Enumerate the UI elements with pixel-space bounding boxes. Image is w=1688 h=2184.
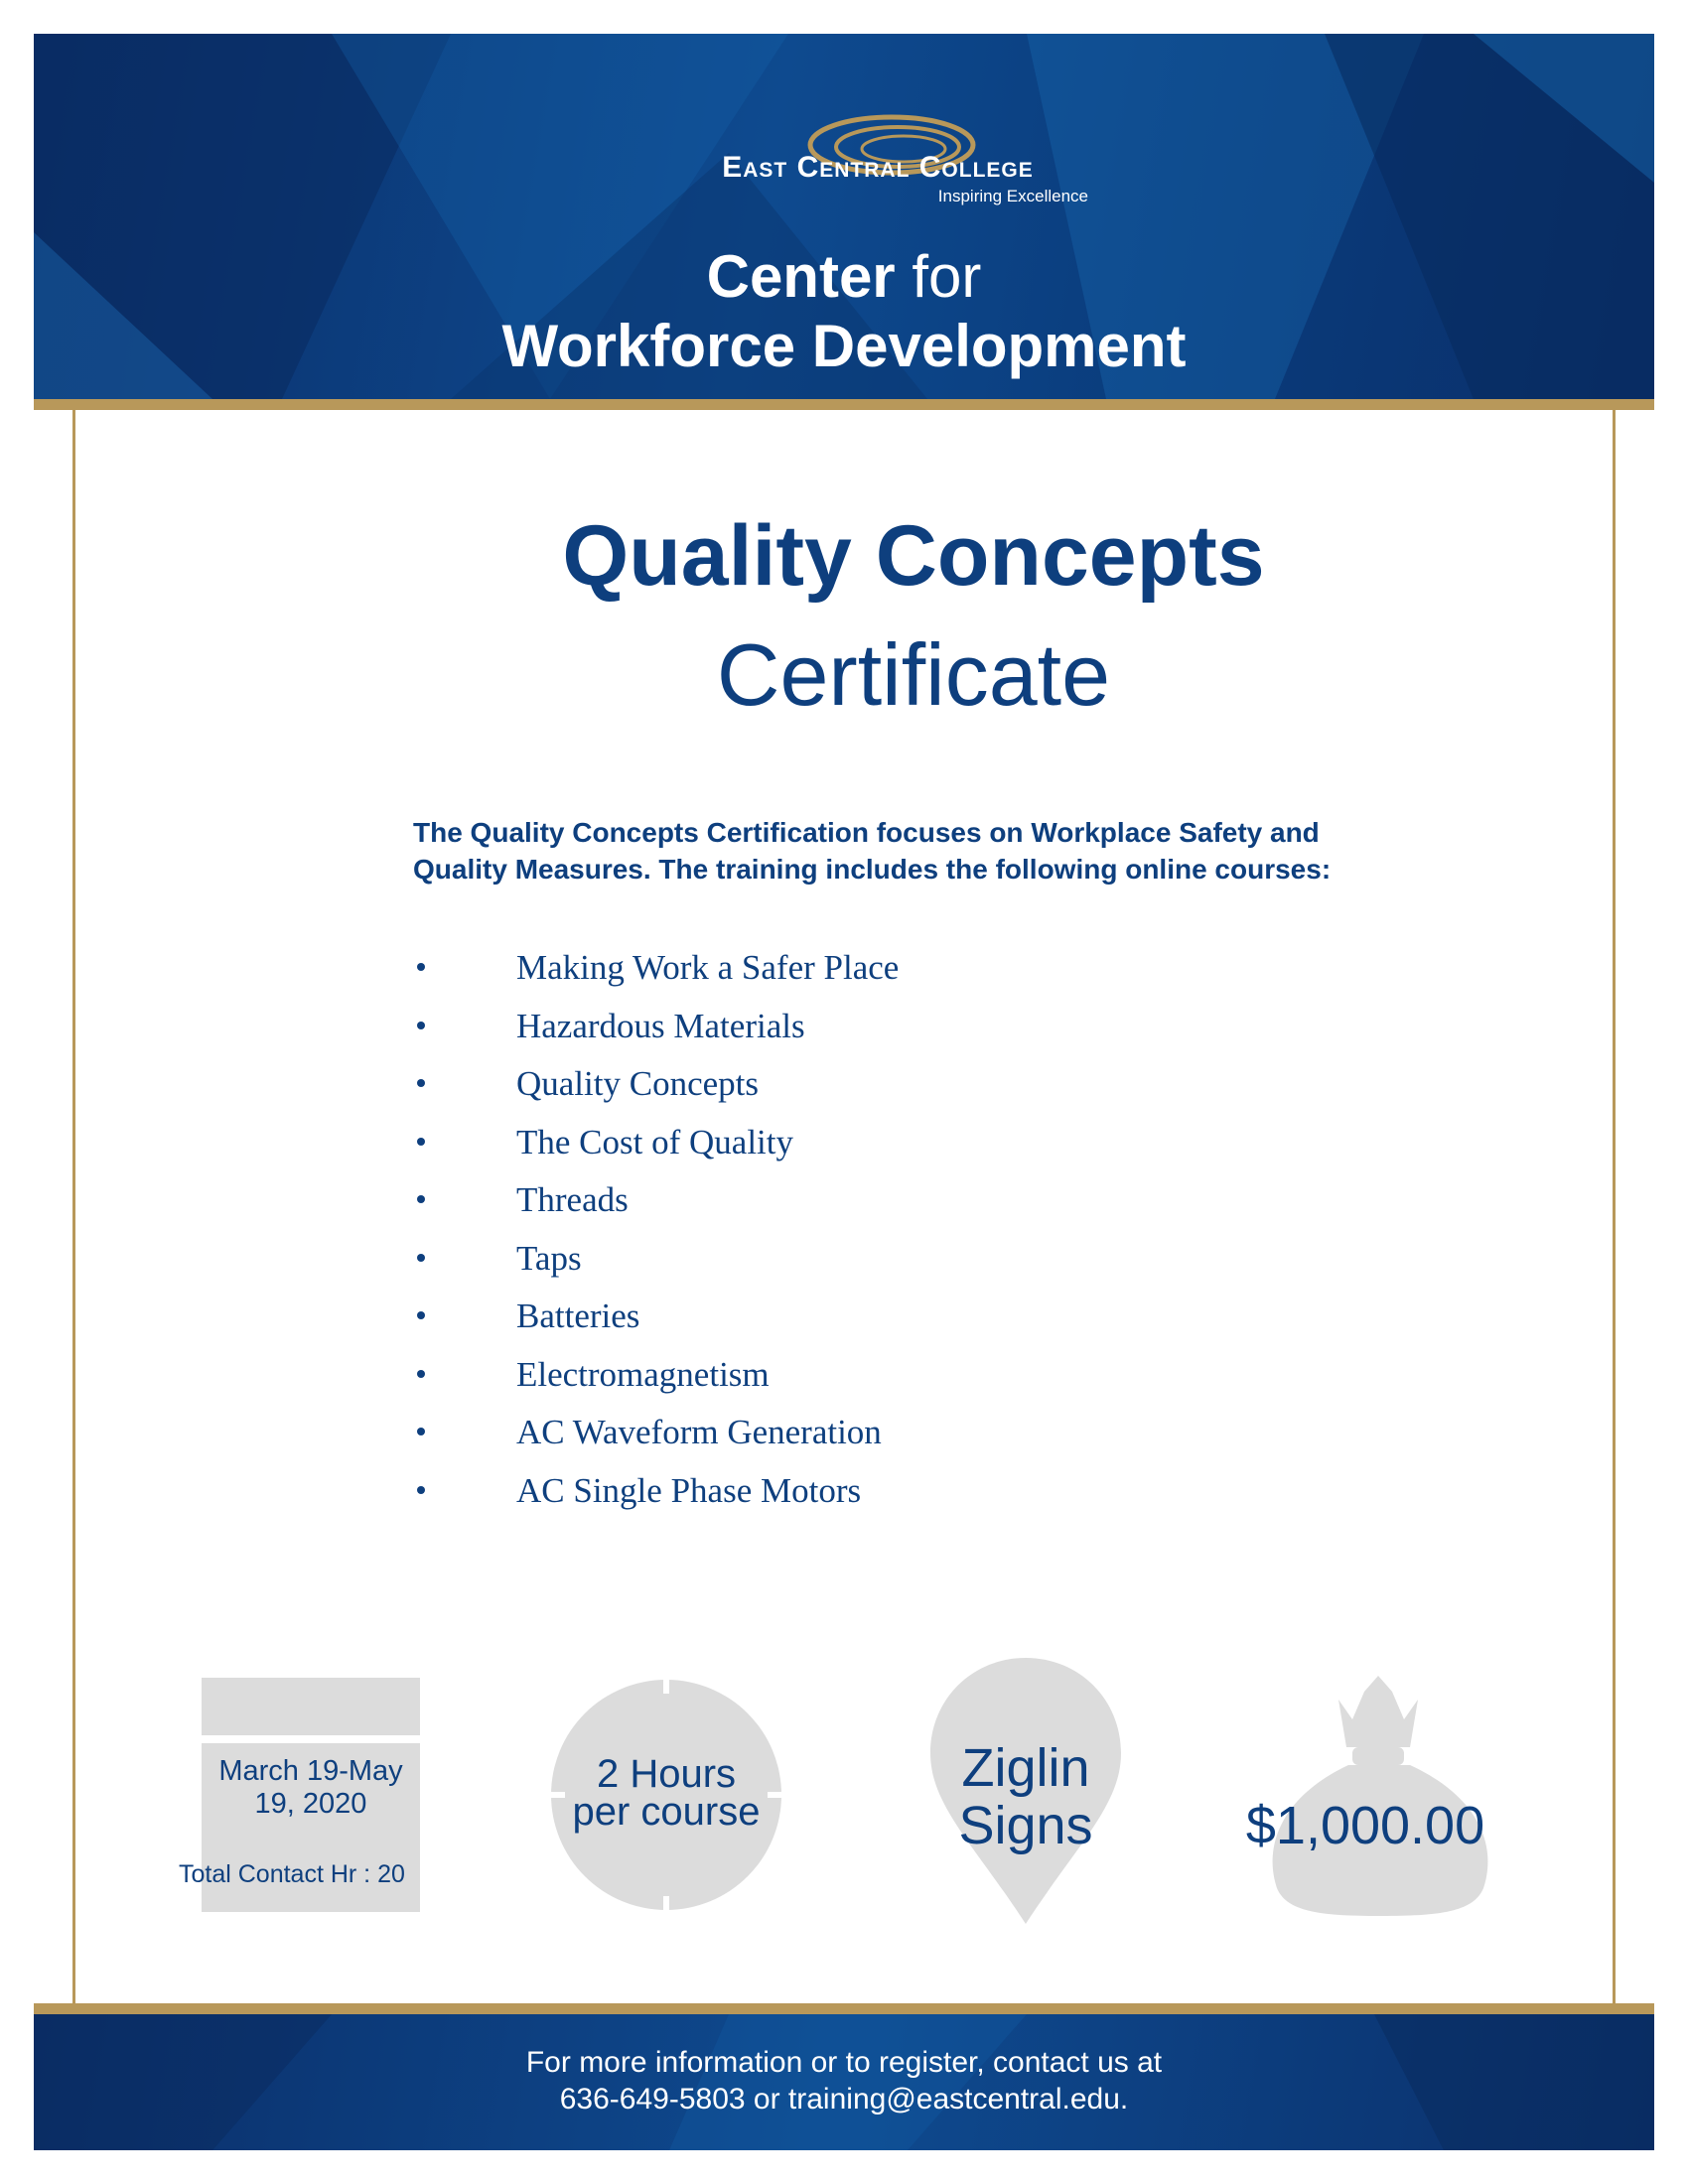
calendar-icon-header bbox=[202, 1678, 420, 1735]
contact-line[interactable]: 636-649-5803 or training@eastcentral.edu. bbox=[559, 2083, 1129, 2116]
bullet-icon bbox=[417, 1195, 425, 1203]
certificate-title: Quality Concepts bbox=[562, 508, 1265, 604]
bullet-icon bbox=[417, 1428, 425, 1435]
header-title-line1 bbox=[34, 244, 1654, 310]
intro-paragraph bbox=[413, 814, 1406, 887]
course-label: Batteries bbox=[516, 1297, 640, 1335]
course-price: $1,000.00 bbox=[1245, 1796, 1485, 1855]
header-title-bold: Center bbox=[706, 243, 896, 310]
contact-hours: Total Contact Hr : 20 bbox=[179, 1860, 405, 1888]
contact-line: For more information or to register, contact us at bbox=[525, 2046, 1163, 2079]
date-line: March 19-May bbox=[218, 1755, 403, 1787]
header-title-line2: Workforce Development bbox=[501, 313, 1187, 379]
gold-divider-top bbox=[34, 399, 1654, 410]
bullet-icon bbox=[417, 1486, 425, 1494]
bullet-icon bbox=[417, 1138, 425, 1146]
course-label: AC Waveform Generation bbox=[516, 1413, 882, 1451]
location-line: Ziglin bbox=[961, 1738, 1090, 1798]
duration-line: 2 Hours bbox=[596, 1752, 737, 1796]
bullet-icon bbox=[417, 1254, 425, 1262]
course-location bbox=[928, 1739, 1123, 1854]
course-duration bbox=[549, 1752, 783, 1834]
duration-line: per course bbox=[572, 1790, 761, 1834]
course-label: The Cost of Quality bbox=[516, 1122, 793, 1161]
course-dates bbox=[182, 1755, 440, 1821]
logo-name: East Central College bbox=[722, 151, 1034, 184]
bullet-icon bbox=[417, 1079, 425, 1087]
intro-line: Quality Measures. The training includes the following online courses: bbox=[413, 854, 1332, 885]
logo-tagline: Inspiring Excellence bbox=[937, 187, 1088, 205]
bullet-icon bbox=[417, 963, 425, 971]
college-logo[interactable] bbox=[649, 103, 1106, 212]
location-line: Signs bbox=[958, 1796, 1093, 1855]
header-title-light: for bbox=[912, 243, 982, 310]
course-label: Threads bbox=[516, 1180, 629, 1219]
money-bag-icon bbox=[1261, 1668, 1499, 1916]
course-label: Hazardous Materials bbox=[516, 1006, 805, 1045]
bullet-icon bbox=[417, 1311, 425, 1319]
course-label: Making Work a Safer Place bbox=[516, 948, 900, 987]
date-line: 19, 2020 bbox=[254, 1788, 367, 1820]
bullet-icon bbox=[417, 1370, 425, 1378]
bullet-icon bbox=[417, 1022, 425, 1029]
intro-line: The Quality Concepts Certification focuses on Workplace Safety and bbox=[413, 817, 1320, 848]
course-label: AC Single Phase Motors bbox=[516, 1470, 862, 1510]
course-label: Quality Concepts bbox=[516, 1064, 759, 1103]
certificate-subtitle: Certificate bbox=[716, 625, 1111, 724]
footer-banner bbox=[34, 2014, 1654, 2150]
contact-info bbox=[34, 2044, 1654, 2117]
header-banner bbox=[34, 34, 1654, 399]
course-label: Taps bbox=[516, 1238, 582, 1278]
gold-divider-bottom bbox=[34, 2003, 1654, 2014]
course-label: Electromagnetism bbox=[516, 1354, 770, 1394]
